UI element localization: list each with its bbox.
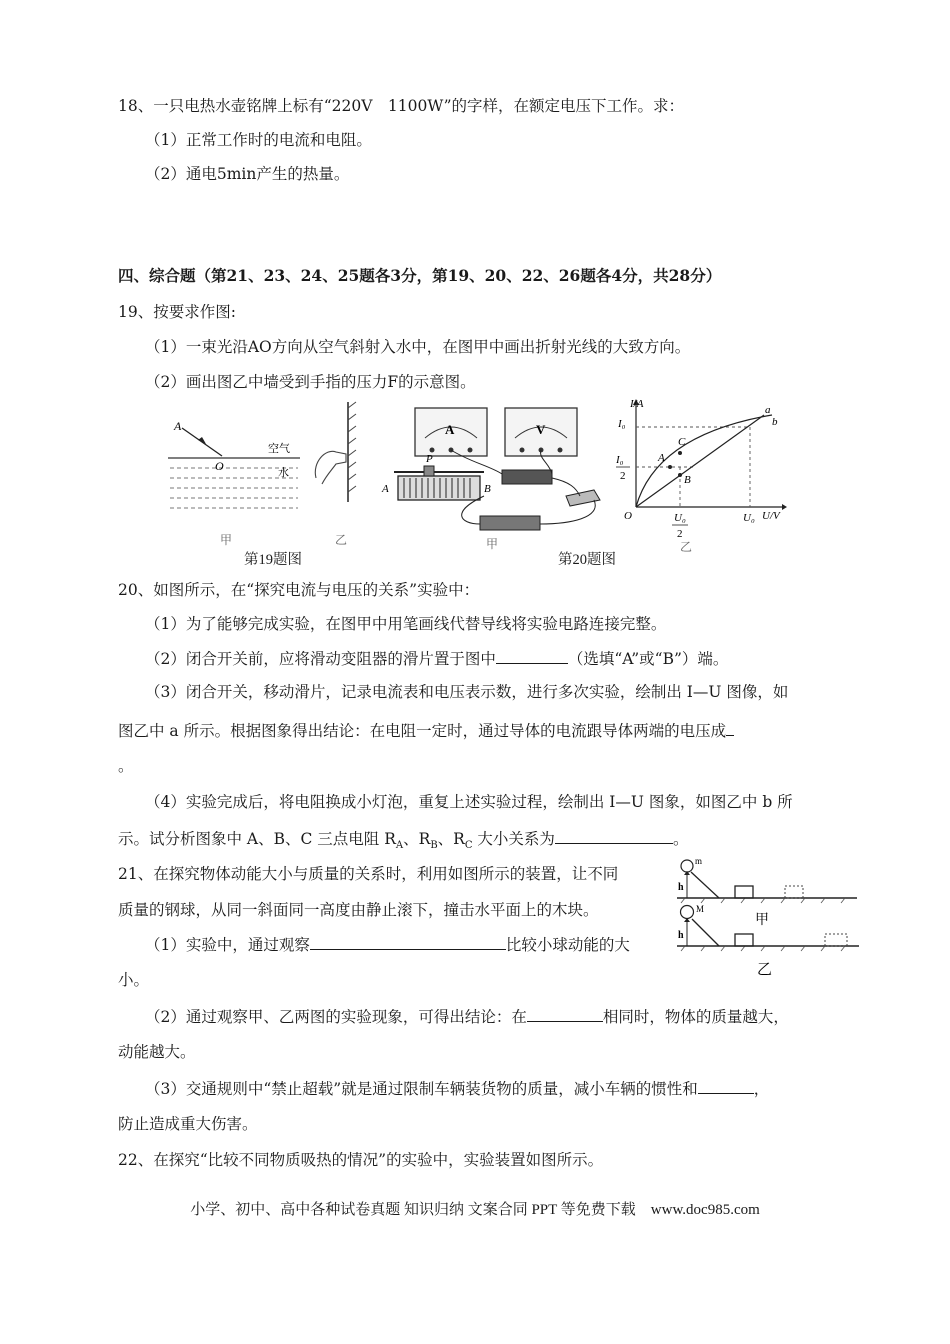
q19-stem: 19、按要求作图:	[118, 303, 236, 321]
q20-part3-line2	[118, 720, 734, 741]
voltmeter	[505, 408, 577, 456]
ammeter-label: A	[445, 422, 455, 437]
q20-part4-line2	[118, 828, 688, 856]
q22-stem: 22、在探究“比较不同物质吸热的情况”的实验中，实验装置如图所示。	[118, 1151, 604, 1169]
q20-sep-2: 、R	[437, 830, 465, 848]
rheostat-label-P: P	[426, 453, 433, 465]
voltmeter-label: V	[536, 422, 546, 437]
wall-finger-diagram	[315, 402, 356, 547]
q20-part3-line1: （3）闭合开关，移动滑片，记录电流表和电压表示数，进行多次实验，绘制出 I—U 图像，如	[145, 683, 789, 701]
graph-I0-half-den: 2	[620, 470, 626, 482]
finger	[315, 451, 346, 484]
block-jia-moved	[785, 886, 803, 898]
fig21-label-M: M	[696, 904, 705, 914]
fig19-label-yi: 乙	[335, 533, 348, 547]
q21-stem-line2: 质量的钢球，从同一斜面同一高度由静止滚下，撞击水平面上的木块。	[118, 901, 599, 919]
q20-part4-answer-blank[interactable]	[555, 828, 673, 844]
fig21-label-h-jia: h	[678, 882, 684, 893]
fig19-caption: 第19题图	[244, 552, 302, 568]
q20-stem: 20、如图所示，在“探究电流与电压的关系”实验中：	[118, 581, 480, 599]
block-yi	[735, 934, 753, 946]
rheostat-label-B: B	[484, 483, 491, 495]
page-footer: 小学、初中、高中各种试卷真题 知识归纳 文案合同 PPT 等免费下载 www.doc985.com	[190, 1202, 760, 1218]
graph-origin: O	[624, 510, 632, 522]
q21-part1-cont: 小。	[118, 971, 150, 989]
q21-part3	[145, 1078, 769, 1099]
q21-part2-text-b: 相同时，物体的质量越大，	[602, 1008, 789, 1026]
section4-title: 四、综合题（第21、23、24、25题各3分，第19、20、22、26题各4分，共28分）	[118, 266, 722, 285]
graph-U0-half-num: U₀	[674, 512, 686, 524]
ball-M	[681, 906, 694, 919]
q20-sub-B: B	[430, 840, 438, 852]
q21-part1-text-a: （1）实验中，通过观察	[145, 936, 310, 954]
figure-20-graph	[612, 395, 787, 555]
fig19-label-A: A	[174, 419, 182, 433]
graph-x-label: U/V	[762, 510, 780, 522]
graph-curve-b	[636, 415, 772, 507]
refraction-diagram	[168, 419, 300, 547]
fig20-caption: 第20题图	[558, 552, 616, 568]
fig20-label-yi: 乙	[680, 540, 693, 554]
q20-part2-text-b: （选填“A”或“B”）端。	[567, 650, 729, 668]
q18-stem: 18、一只电热水壶铭牌上标有“220V 1100W”的字样，在额定电压下工作。求：	[118, 97, 685, 115]
rheostat-label-A: A	[382, 483, 389, 495]
q21-part2-text-a: （2）通过观察甲、乙两图的实验现象，可得出结论：在	[145, 1008, 527, 1026]
q20-part3-answer-blank[interactable]	[726, 720, 734, 736]
q21-stem-line1: 21、在探究物体动能大小与质量的关系时，利用如图所示的装置，让不同	[118, 865, 619, 883]
q20-part2-text-a: （2）闭合开关前，应将滑动变阻器的滑片置于图中	[145, 650, 496, 668]
graph-line-a	[636, 415, 764, 507]
q20-sep-1: 、R	[403, 830, 431, 848]
fig19-label-air: 空气	[268, 443, 290, 455]
q19-part2: （2）画出图乙中墙受到手指的压力F的示意图。	[145, 373, 476, 391]
q18-part1: （1）正常工作时的电流和电阻。	[145, 131, 372, 149]
fig20-label-jia: 甲	[486, 537, 499, 551]
graph-I0: I₀	[618, 418, 626, 430]
q21-part1	[145, 934, 630, 955]
graph-U0-half-den: 2	[677, 528, 683, 540]
q21-part2-answer-blank[interactable]	[527, 1006, 603, 1022]
slope-jia	[691, 872, 719, 898]
q21-part3-answer-blank[interactable]	[698, 1078, 754, 1094]
q21-part2-cont: 动能越大。	[118, 1043, 196, 1061]
q21-part1-text-b: 比较小球动能的大	[505, 936, 630, 954]
ammeter	[415, 408, 487, 456]
q20-part4-end-b: 。	[672, 830, 689, 848]
q21-part2	[145, 1006, 789, 1027]
figure-20-circuit	[380, 400, 610, 552]
q20-part2-answer-blank[interactable]	[496, 648, 568, 664]
q20-part2	[145, 648, 728, 669]
graph-curve-b-label: b	[772, 416, 778, 428]
fig19-label-water: 水	[278, 467, 289, 479]
slope-yi	[692, 919, 719, 946]
block-jia	[735, 886, 753, 898]
fig19-label-jia: 甲	[220, 533, 233, 547]
q20-part1: （1）为了能够完成实验，在图甲中用笔画线代替导线将实验电路连接完整。	[145, 615, 667, 633]
q20-part4-end-a: 大小关系为	[472, 830, 555, 848]
figure-19	[160, 392, 375, 552]
fig21-label-h-yi: h	[678, 930, 684, 941]
battery	[480, 516, 540, 530]
fig19-label-O: O	[215, 459, 224, 473]
q20-part3-text: 图乙中 a 所示。根据图象得出结论：在电阻一定时，通过导体的电流跟导体两端的电压成	[118, 722, 727, 740]
q21-part3-text-b: ，	[753, 1080, 770, 1098]
q20-sub-C: C	[464, 840, 473, 852]
q21-part3-text-a: （3）交通规则中“禁止超载”就是通过限制车辆装货物的质量，减小车辆的惯性和	[145, 1080, 698, 1098]
rheostat	[381, 453, 491, 500]
q20-part4-line1: （4）实验完成后，将电阻换成小灯泡，重复上述实验过程，绘制出 I—U 图象，如图乙中 b 所	[145, 793, 793, 811]
q20-part4-text: 示。试分析图象中 A、B、C 三点电阻 R	[118, 830, 396, 848]
fig21-label-m: m	[695, 856, 703, 866]
q20-sub-A: A	[395, 840, 404, 852]
fig21-label-yi: 乙	[757, 962, 773, 978]
fig21-label-jia: 甲	[755, 913, 769, 928]
q21-part1-answer-blank[interactable]	[310, 934, 506, 950]
graph-point-C: C	[678, 436, 686, 448]
ball-m	[681, 860, 693, 872]
resistor	[502, 470, 552, 484]
block-yi-moved	[825, 934, 847, 946]
graph-point-B: B	[684, 474, 691, 486]
graph-curve-a-label: a	[765, 404, 771, 416]
setup-jia	[677, 856, 857, 928]
q18-part2: （2）通电5min产生的热量。	[145, 165, 350, 183]
q20-part3-line3: 。	[118, 757, 134, 775]
graph-I0-half-num: I₀	[616, 454, 624, 466]
graph-y-label: I/A	[630, 398, 644, 410]
graph-point-A: A	[658, 452, 665, 464]
graph-U0: U₀	[743, 512, 755, 524]
q21-part3-cont: 防止造成重大伤害。	[118, 1115, 258, 1133]
figure-21	[675, 852, 865, 980]
q19-part1: （1）一束光沿AO方向从空气斜射入水中，在图甲中画出折射光线的大致方向。	[145, 338, 691, 356]
